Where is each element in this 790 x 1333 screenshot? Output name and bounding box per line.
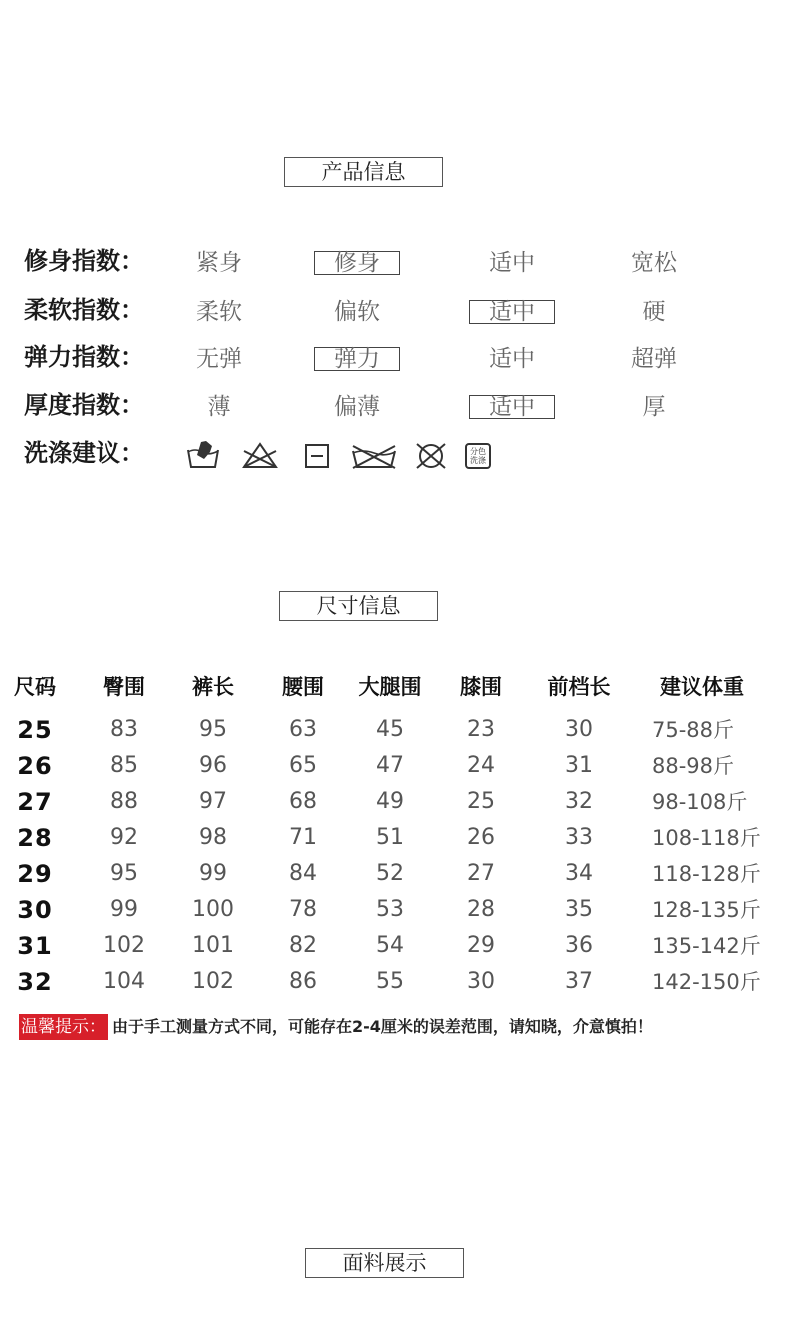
- table-cell: 98: [199, 825, 227, 850]
- table-cell: 142-150斤: [652, 970, 761, 994]
- attr-option-0-3: 宽松: [631, 250, 677, 276]
- attr-label-0: 修身指数：: [24, 247, 144, 275]
- table-cell: 101: [192, 933, 234, 958]
- table-cell: 34: [565, 861, 593, 886]
- table-cell: 55: [376, 969, 404, 994]
- attr-option-0-0: 紧身: [196, 250, 242, 276]
- attr-option-2-0: 无弹: [196, 346, 242, 372]
- dry-flat-icon: [302, 440, 332, 470]
- table-cell: 97: [199, 789, 227, 814]
- table-header: 腰围: [282, 675, 324, 699]
- note-label: 温馨提示：: [19, 1014, 108, 1040]
- table-cell: 83: [110, 717, 138, 742]
- table-cell: 23: [467, 717, 495, 742]
- attr-option-3-0: 薄: [207, 394, 231, 420]
- attr-option-1-3: 硬: [642, 299, 666, 325]
- table-cell: 51: [376, 825, 404, 850]
- table-cell: 95: [110, 861, 138, 886]
- wash-separately-text-1: 分色: [470, 447, 486, 456]
- table-cell: 32: [565, 789, 593, 814]
- size-cell: 27: [17, 788, 53, 816]
- table-cell: 68: [289, 789, 317, 814]
- table-cell: 88: [110, 789, 138, 814]
- size-cell: 30: [17, 896, 53, 924]
- table-cell: 75-88斤: [652, 718, 735, 742]
- size-cell: 29: [17, 860, 53, 888]
- table-cell: 30: [565, 717, 593, 742]
- note-text: 由于手工测量方式不同，可能存在2-4厘米的误差范围，请知晓，介意慎拍！: [112, 1017, 653, 1036]
- no-dry-clean-icon: [414, 440, 448, 470]
- table-cell: 78: [289, 897, 317, 922]
- table-cell: 102: [103, 933, 145, 958]
- table-cell: 37: [565, 969, 593, 994]
- table-cell: 52: [376, 861, 404, 886]
- hand-wash-icon: [186, 440, 220, 470]
- table-cell: 108-118斤: [652, 826, 761, 850]
- size-cell: 26: [17, 752, 53, 780]
- attr-option-3-3: 厚: [642, 394, 666, 420]
- table-header: 建议体重: [660, 675, 744, 699]
- table-cell: 88-98斤: [652, 754, 735, 778]
- wash-label: 洗涤建议：: [24, 439, 144, 467]
- attr-option-3-2: 适中: [469, 395, 555, 419]
- table-cell: 45: [376, 717, 404, 742]
- table-cell: 36: [565, 933, 593, 958]
- table-cell: 35: [565, 897, 593, 922]
- product-info-title: 产品信息: [284, 157, 443, 187]
- table-cell: 27: [467, 861, 495, 886]
- table-cell: 84: [289, 861, 317, 886]
- table-cell: 98-108斤: [652, 790, 748, 814]
- table-cell: 99: [110, 897, 138, 922]
- table-cell: 26: [467, 825, 495, 850]
- attr-option-1-1: 偏软: [334, 299, 380, 325]
- size-cell: 32: [17, 968, 53, 996]
- table-cell: 24: [467, 753, 495, 778]
- table-cell: 82: [289, 933, 317, 958]
- attr-option-0-1: 修身: [314, 251, 400, 275]
- table-header: 裤长: [192, 675, 234, 699]
- attr-option-1-0: 柔软: [196, 299, 242, 325]
- table-header: 膝围: [460, 675, 502, 699]
- measurement-note: [19, 1014, 653, 1040]
- size-cell: 31: [17, 932, 53, 960]
- no-tumble-dry-icon: [350, 440, 398, 470]
- size-cell: 28: [17, 824, 53, 852]
- size-info-title: 尺寸信息: [279, 591, 438, 621]
- table-header: 尺码: [14, 675, 56, 699]
- wash-separately-icon: [465, 443, 491, 469]
- no-bleach-icon: [241, 440, 279, 470]
- table-cell: 63: [289, 717, 317, 742]
- table-cell: 99: [199, 861, 227, 886]
- table-cell: 29: [467, 933, 495, 958]
- attr-option-1-2: 适中: [469, 300, 555, 324]
- table-cell: 86: [289, 969, 317, 994]
- table-header: 前档长: [547, 675, 611, 699]
- table-cell: 92: [110, 825, 138, 850]
- attr-option-2-2: 适中: [489, 346, 535, 372]
- table-cell: 71: [289, 825, 317, 850]
- table-cell: 33: [565, 825, 593, 850]
- table-cell: 31: [565, 753, 593, 778]
- table-cell: 102: [192, 969, 234, 994]
- attr-option-2-3: 超弹: [631, 346, 677, 372]
- table-cell: 96: [199, 753, 227, 778]
- attr-label-1: 柔软指数：: [24, 296, 144, 324]
- table-cell: 28: [467, 897, 495, 922]
- wash-separately-text-2: 洗涤: [470, 456, 486, 465]
- table-cell: 25: [467, 789, 495, 814]
- table-cell: 30: [467, 969, 495, 994]
- table-header: 大腿围: [358, 675, 422, 699]
- attr-label-2: 弹力指数：: [24, 343, 144, 371]
- table-cell: 47: [376, 753, 404, 778]
- table-cell: 118-128斤: [652, 862, 761, 886]
- fabric-title: 面料展示: [305, 1248, 464, 1278]
- table-cell: 49: [376, 789, 404, 814]
- table-header: 臀围: [103, 675, 145, 699]
- table-cell: 104: [103, 969, 145, 994]
- table-cell: 53: [376, 897, 404, 922]
- attr-label-3: 厚度指数：: [24, 391, 144, 419]
- table-cell: 95: [199, 717, 227, 742]
- table-cell: 100: [192, 897, 234, 922]
- size-cell: 25: [17, 716, 53, 744]
- table-cell: 85: [110, 753, 138, 778]
- attr-option-2-1: 弹力: [314, 347, 400, 371]
- table-cell: 128-135斤: [652, 898, 761, 922]
- attr-option-3-1: 偏薄: [334, 394, 380, 420]
- table-cell: 65: [289, 753, 317, 778]
- table-cell: 135-142斤: [652, 934, 761, 958]
- table-cell: 54: [376, 933, 404, 958]
- attr-option-0-2: 适中: [489, 250, 535, 276]
